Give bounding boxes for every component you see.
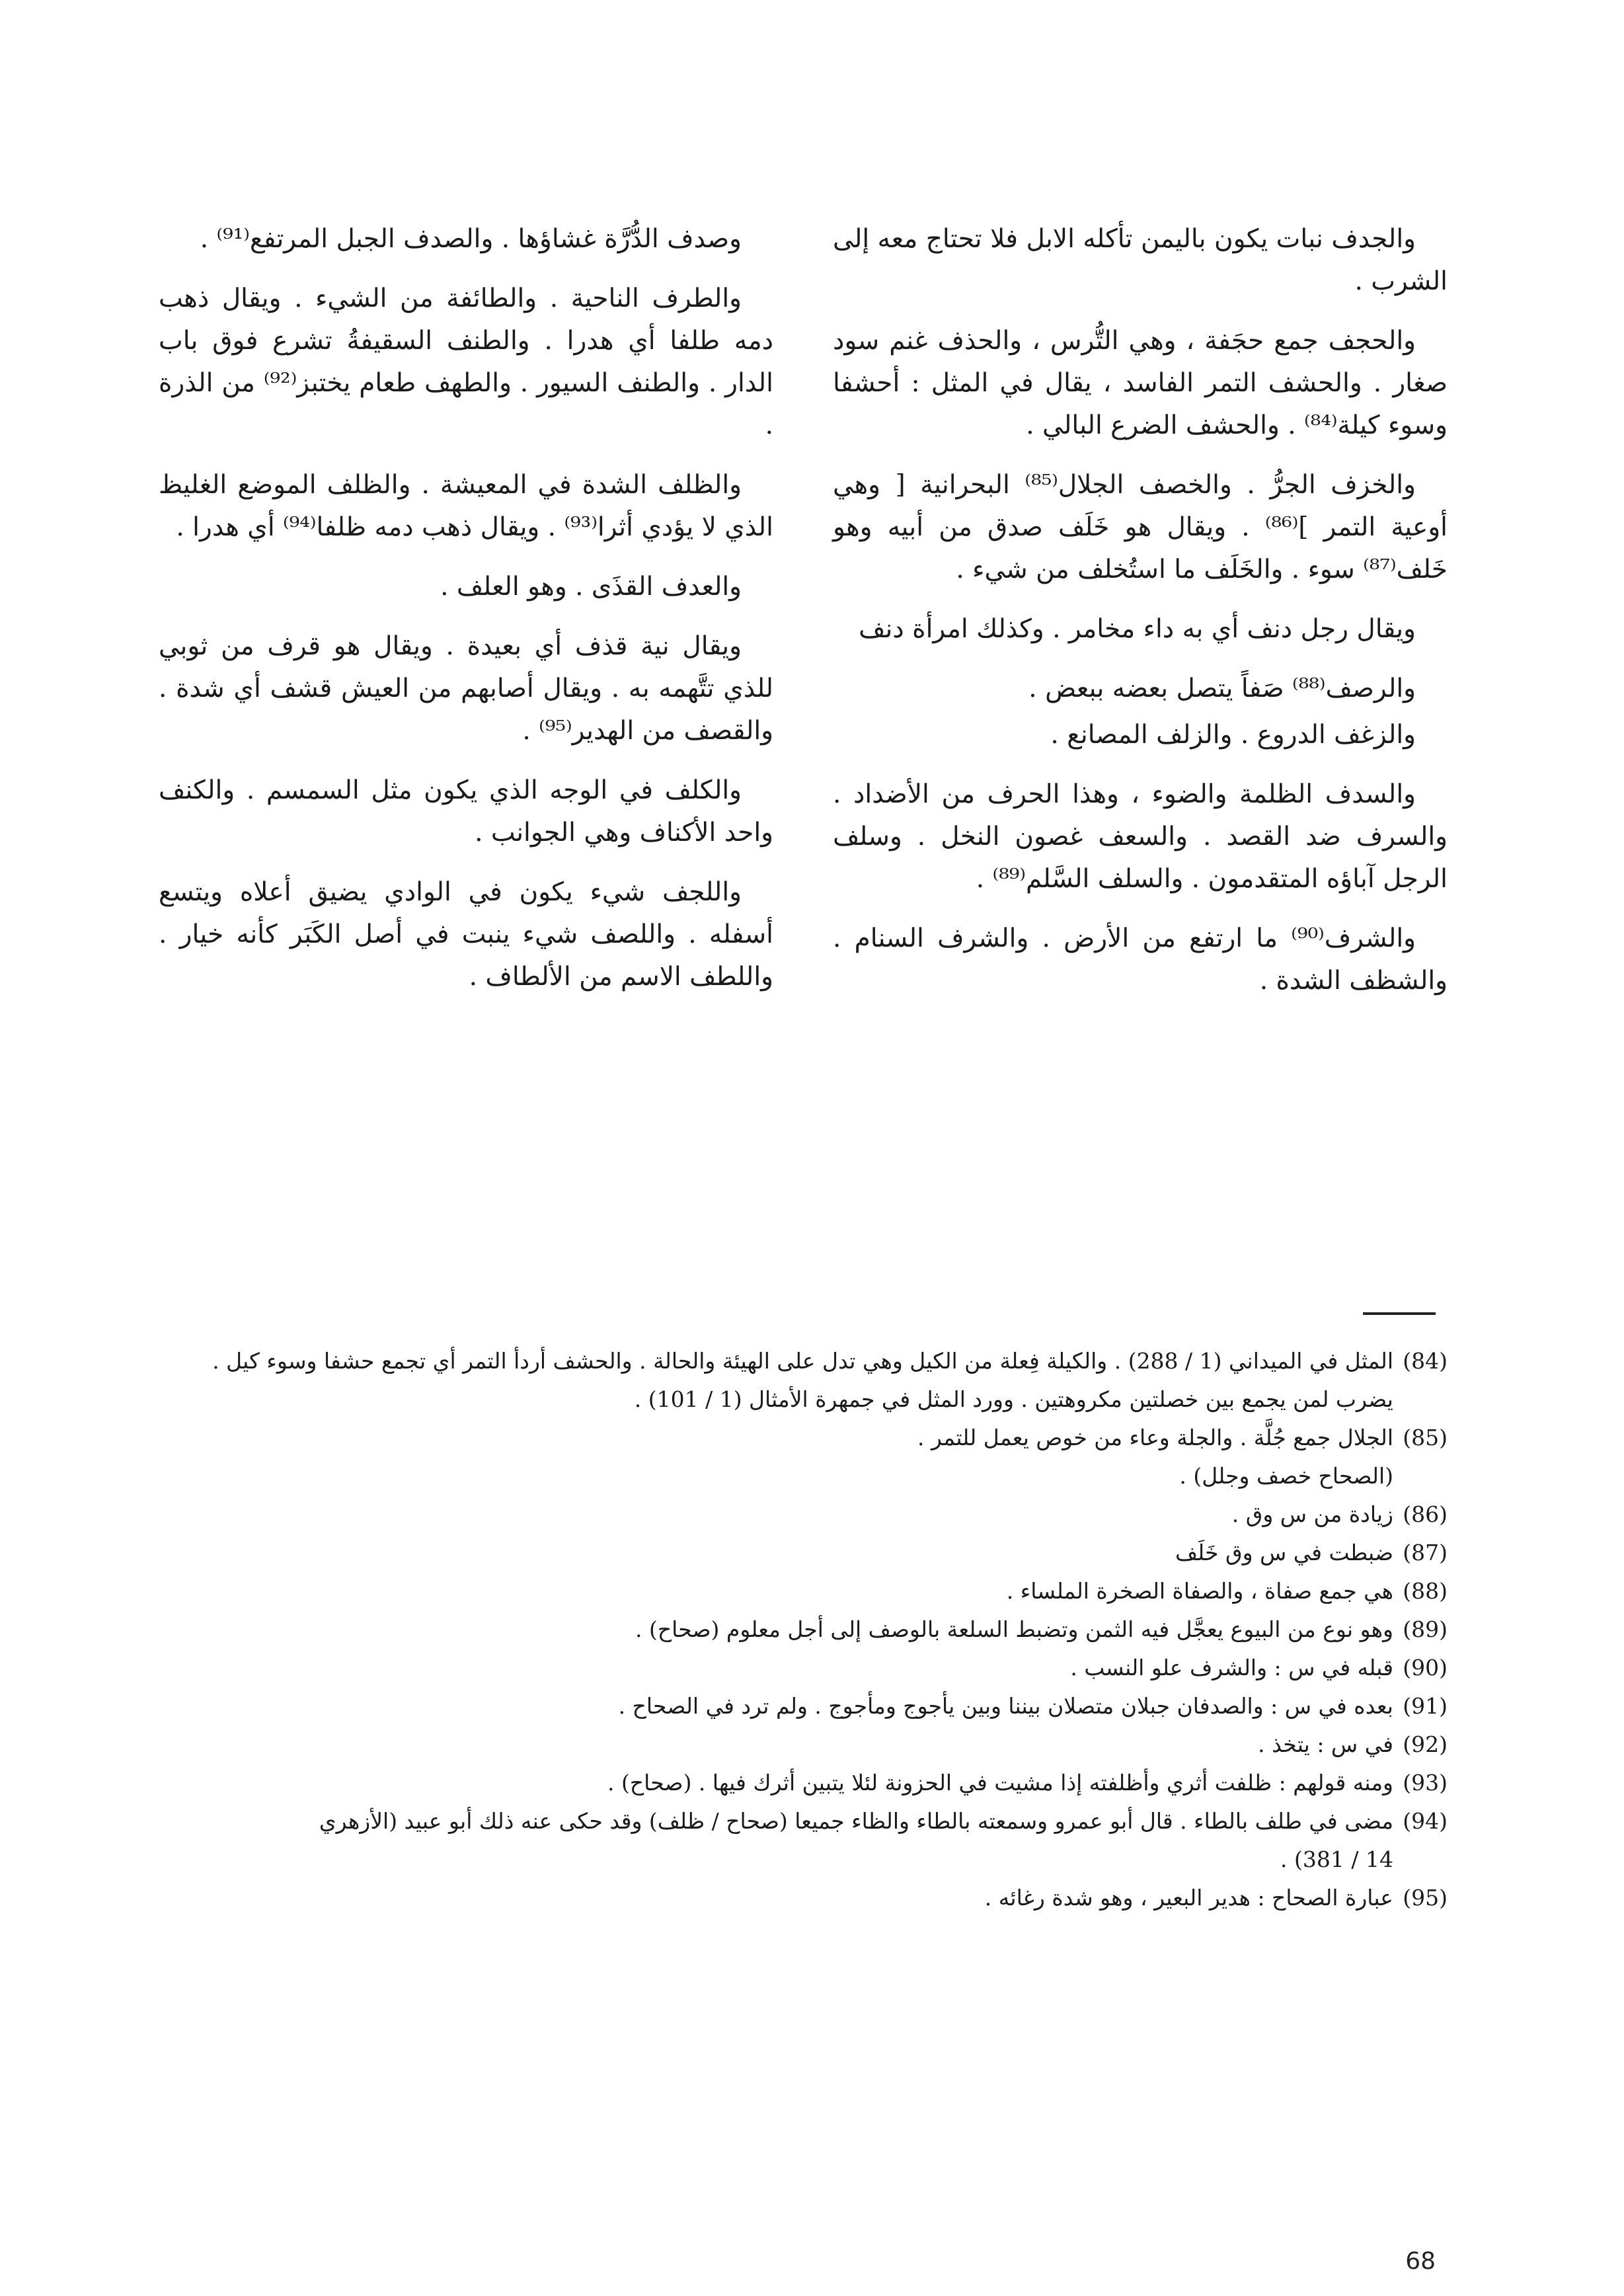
footnote-line: ومنه قولهم : ظلفت أثري وأظلفته إذا مشيت في الحزونة لئلا يتبين أثرك فيها . (صحاح) . xyxy=(607,1770,1393,1796)
footnote-text xyxy=(159,1342,1393,1419)
paragraph: واللجف شيء يكون في الوادي يضيق أعلاه ويتسع أسفله . واللصف شيء ينبت في أصل الكَبَر كأنه خيار . واللطف الاسم من الألطاف . xyxy=(159,877,773,992)
footnote xyxy=(159,1649,1448,1687)
footnote-number: (94) xyxy=(1403,1808,1448,1834)
footnote-line: وهو نوع من البيوع يعجَّل فيه الثمن وتضبط السلعة بالوصف إلى أجل معلوم (صحاح) . xyxy=(635,1616,1393,1642)
footnote-line: الجلال جمع جُلَّة . والجلة وعاء من خوص يعمل للتمر . xyxy=(917,1425,1393,1450)
page-number: 68 xyxy=(1405,2248,1436,2275)
footnote-line: في س : يتخذ . xyxy=(1258,1731,1393,1757)
footnote-number: (84) xyxy=(1403,1348,1448,1374)
footnote-number: (90) xyxy=(1403,1655,1448,1681)
footnote xyxy=(159,1802,1448,1879)
footnote xyxy=(159,1419,1448,1495)
footnote-number: (88) xyxy=(1403,1578,1448,1604)
footnote xyxy=(159,1879,1448,1917)
footnote-line: زيادة من س وق . xyxy=(1231,1501,1393,1527)
footnote-number: (95) xyxy=(1403,1885,1448,1911)
paragraph: والشرف⁽⁹⁰⁾ ما ارتفع من الأرض . والشرف السنام . والشظف الشدة . xyxy=(833,924,1448,996)
footnote-text xyxy=(159,1534,1393,1572)
footnote-separator xyxy=(1363,1312,1436,1315)
footnote-line: هي جمع صفاة ، والصفاة الصخرة الملساء . xyxy=(1006,1578,1393,1604)
body-columns xyxy=(159,218,1448,1302)
footnote-line: يضرب لمن يجمع بين خصلتين مكروهتين . وورد المثل في جمهرة الأمثال (1 / 101) . xyxy=(634,1386,1393,1412)
footnotes xyxy=(159,1342,1448,1917)
footnote-number: (87) xyxy=(1403,1540,1448,1565)
footnote xyxy=(159,1534,1448,1572)
paragraph: ويقال نية قذف أي بعيدة . ويقال هو قرف من ثوبي للذي تتَّهمه به . ويقال أصابهم من العيش قشف أي شدة . والقصف من الهدير⁽⁹⁵⁾ . xyxy=(159,631,773,746)
footnote-line: مضى في طلف بالطاء . قال أبو عمرو وسمعته بالطاء والظاء جميعا (صحاح / ظلف) وقد حكى عنه ذلك أبو عبيد (الأزهري xyxy=(319,1808,1393,1834)
footnote-number: (93) xyxy=(1403,1770,1448,1796)
footnote-line: قبله في س : والشرف علو النسب . xyxy=(1070,1655,1393,1681)
paragraph: وصدف الدُّرَّة غشاؤها . والصدف الجبل المرتفع⁽⁹¹⁾ . xyxy=(200,224,742,254)
footnote-line: (الصحاح خصف وجلل) . xyxy=(1179,1463,1393,1489)
paragraph: والجدف نبات يكون باليمن تأكله الابل فلا تحتاج معه إلى الشرب . xyxy=(833,224,1448,296)
footnote xyxy=(159,1572,1448,1610)
footnote-line: 14 / 381) . xyxy=(1280,1846,1393,1872)
footnote-text xyxy=(159,1687,1393,1725)
paragraph: والكلف في الوجه الذي يكون مثل السمسم . والكنف واحد الأكناف وهي الجوانب . xyxy=(159,775,773,848)
footnote-text xyxy=(159,1572,1393,1610)
footnote xyxy=(159,1764,1448,1802)
footnote-text xyxy=(159,1879,1393,1917)
footnote-line: ضبطت في س وق خَلَف xyxy=(1175,1540,1393,1565)
footnote-text xyxy=(159,1802,1393,1879)
footnote xyxy=(159,1342,1448,1419)
paragraph: والحجف جمع حجَفة ، وهي التُّرس ، والحذف غنم سود صغار . والحشف التمر الفاسد ، يقال في المثل : أحشفا وسوء كيلة⁽⁸⁴⁾ . والحشف الضرع البالي . xyxy=(833,326,1448,440)
footnote-number: (92) xyxy=(1403,1731,1448,1757)
paragraph: والظلف الشدة في المعيشة . والظلف الموضع الغليظ الذي لا يؤدي أثرا⁽⁹³⁾ . ويقال ذهب دمه ظلفا⁽⁹⁴⁾ أي هدرا . xyxy=(159,470,773,542)
footnote-number: (91) xyxy=(1403,1693,1448,1719)
footnote-text xyxy=(159,1495,1393,1534)
paragraph: والزغف الدروع . والزلف المصانع . xyxy=(1050,720,1416,750)
footnote-text xyxy=(159,1764,1393,1802)
paragraph: والطرف الناحية . والطائفة من الشيء . ويقال ذهب دمه طلفا أي هدرا . والطنف السقيفةُ تشرع فوق باب الدار . والطنف السيور . والطهف طعام يختبز⁽⁹²⁾ من الذرة . xyxy=(159,284,773,440)
footnote-number: (86) xyxy=(1403,1501,1448,1527)
left-column xyxy=(159,218,773,1015)
footnote-line: عبارة الصحاح : هدير البعير ، وهو شدة رغائه . xyxy=(984,1885,1393,1911)
footnote-text xyxy=(159,1725,1393,1764)
footnote xyxy=(159,1610,1448,1649)
footnote-text xyxy=(159,1649,1393,1687)
paragraph: ويقال رجل دنف أي به داء مخامر . وكذلك امرأة دنف xyxy=(859,614,1416,644)
footnote-text xyxy=(159,1610,1393,1649)
footnote xyxy=(159,1495,1448,1534)
paragraph: والسدف الظلمة والضوء ، وهذا الحرف من الأضداد . والسرف ضد القصد . والسعف غصون النخل . وسلف الرجل آباؤه المتقدمون . والسلف السَّلم⁽⁸⁹⁾ . xyxy=(833,779,1448,894)
footnote xyxy=(159,1687,1448,1725)
footnote-text xyxy=(159,1419,1393,1495)
footnote-number: (85) xyxy=(1403,1425,1448,1450)
paragraph: والخزف الجرُّ . والخصف الجلال⁽⁸⁵⁾ البحرانية [ وهي أوعية التمر ]⁽⁸⁶⁾ . ويقال هو خَلَف صدق من أبيه وهو خَلف⁽⁸⁷⁾ سوء . والخَلَف ما استُخلف من شيء . xyxy=(833,470,1448,584)
footnote-number: (89) xyxy=(1403,1616,1448,1642)
paragraph: والعدف القذَى . وهو العلف . xyxy=(440,572,742,602)
footnote xyxy=(159,1725,1448,1764)
footnote-line: المثل في الميداني (1 / 288) . والكيلة فِعلة من الكيل وهي تدل على الهيئة والحالة . والحشف أردأ التمر أي تجمع حشفا وسوء كيل . xyxy=(212,1348,1393,1374)
paragraph: والرصف⁽⁸⁸⁾ صَفاً يتصل بعضه ببعض . xyxy=(1028,674,1416,703)
right-column xyxy=(833,218,1448,1019)
footnote-line: بعده في س : والصدفان جبلان متصلان بيننا وبين يأجوج ومأجوج . ولم ترد في الصحاح . xyxy=(618,1693,1393,1719)
